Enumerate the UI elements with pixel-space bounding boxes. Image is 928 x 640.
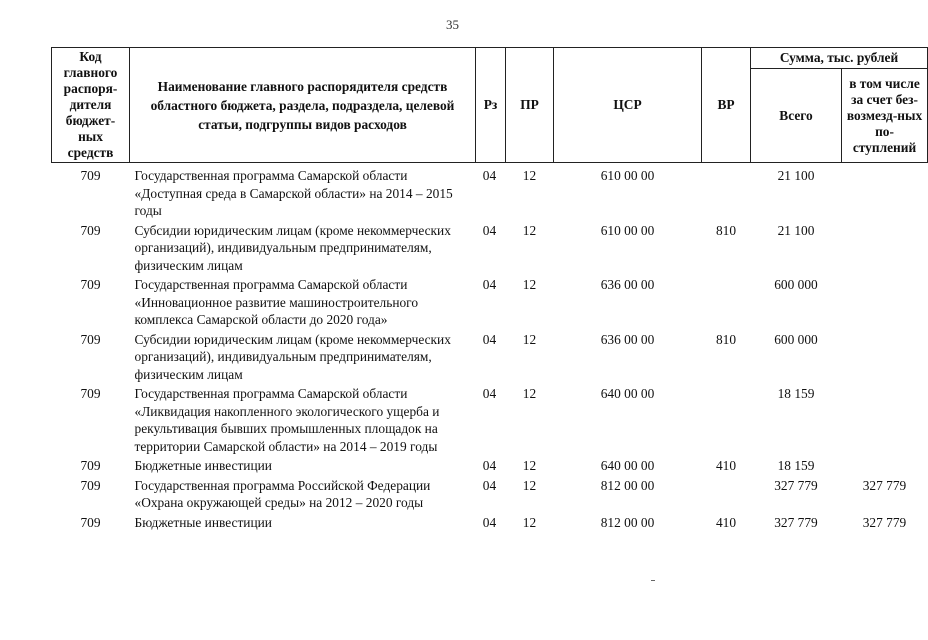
page-number: 35 <box>446 17 459 32</box>
cell-vr <box>702 383 751 455</box>
cell-total: 18 159 <box>777 458 815 473</box>
header-total: Всего <box>751 69 842 163</box>
cell-name: Субсидии юридическим лицам (кроме некоммерческих организаций), индивидуальным предпринимателям, физическим лицам <box>134 222 451 273</box>
cell-code: 709 <box>80 277 101 292</box>
header-name: Наименование главного распорядителя средств областного бюджета, раздела, подраздела, целевой статьи, подгруппы видов расходов <box>130 48 476 163</box>
cell-name: Государственная программа Самарской области «Ликвидация накопленного экологического ущерба и рекультивация бывших промышленных площадок на территории Самарской области» на 2014 – 2019 годы <box>134 386 440 454</box>
cell-rz: 04 <box>482 168 497 183</box>
cell-pr: 12 <box>522 277 537 292</box>
cell-code: 709 <box>80 386 101 401</box>
table-body <box>52 163 928 532</box>
cell-vr: 810 <box>715 331 737 347</box>
cell-total: 327 779 <box>774 477 818 493</box>
cell-name: Субсидии юридическим лицам (кроме некоммерческих организаций), индивидуальным предпринимателям, физическим лицам <box>134 331 451 382</box>
cell-csr: 636 00 00 <box>600 331 655 347</box>
cell-free: 327 779 <box>862 477 907 493</box>
cell-code: 709 <box>80 331 101 347</box>
cell-rz: 04 <box>482 477 497 493</box>
cell-total: 21 100 <box>777 222 815 238</box>
cell-pr: 12 <box>522 168 537 183</box>
cell-free <box>842 163 928 220</box>
cell-csr: 610 00 00 <box>600 222 655 238</box>
header-csr: ЦСР <box>554 48 702 163</box>
cell-csr: 636 00 00 <box>600 277 655 292</box>
cell-csr: 812 00 00 <box>600 514 655 530</box>
scan-mark <box>651 580 655 581</box>
cell-pr: 12 <box>522 477 537 493</box>
cell-vr: 810 <box>715 222 737 238</box>
cell-name: Государственная программа Самарской области «Доступная среда в Самарской области» на 2014 – 2015 годы <box>134 168 453 218</box>
cell-free <box>842 274 928 329</box>
cell-rz: 04 <box>482 222 497 238</box>
cell-csr: 640 00 00 <box>600 386 655 401</box>
table-row <box>52 383 928 455</box>
header-free: в том числе за счет без-возмезд-ных по-ступлений <box>842 69 928 163</box>
budget-table <box>51 47 928 531</box>
cell-vr: 410 <box>715 458 737 473</box>
cell-total: 21 100 <box>777 168 815 183</box>
table-row <box>52 475 928 512</box>
cell-code: 709 <box>80 222 101 238</box>
table-row <box>52 163 928 220</box>
cell-rz: 04 <box>482 331 497 347</box>
table-row <box>52 455 928 475</box>
cell-total: 18 159 <box>777 386 815 401</box>
table-row <box>52 512 928 532</box>
cell-total: 327 779 <box>774 514 818 530</box>
cell-code: 709 <box>80 168 101 183</box>
cell-free <box>842 455 928 475</box>
cell-rz: 04 <box>482 514 497 530</box>
cell-vr <box>702 163 751 220</box>
cell-free: 327 779 <box>862 514 907 530</box>
cell-name: Государственная программа Самарской области «Инновационное развитие машиностроительного комплекса Самарской области до 2020 года» <box>134 277 419 327</box>
cell-pr: 12 <box>522 331 537 347</box>
cell-free <box>842 383 928 455</box>
table-row <box>52 329 928 384</box>
header-vr: ВР <box>702 48 751 163</box>
cell-total: 600 000 <box>774 277 818 292</box>
table-row <box>52 274 928 329</box>
cell-code: 709 <box>80 477 101 493</box>
cell-pr: 12 <box>522 514 537 530</box>
cell-rz: 04 <box>482 458 497 473</box>
table-header <box>52 48 928 163</box>
cell-name: Бюджетные инвестиции <box>134 514 272 530</box>
cell-name: Государственная программа Российской Федерации «Охрана окружающей среды» на 2012 – 2020 годы <box>134 477 431 510</box>
cell-vr <box>702 274 751 329</box>
cell-pr: 12 <box>522 222 537 238</box>
cell-code: 709 <box>80 458 101 473</box>
cell-vr: 410 <box>715 514 737 530</box>
table-row <box>52 220 928 275</box>
cell-total: 600 000 <box>774 331 818 347</box>
cell-name: Бюджетные инвестиции <box>134 458 272 473</box>
cell-rz: 04 <box>482 386 497 401</box>
cell-vr <box>702 475 751 512</box>
cell-pr: 12 <box>522 458 537 473</box>
cell-csr: 812 00 00 <box>600 477 655 493</box>
cell-csr: 640 00 00 <box>600 458 655 473</box>
cell-code: 709 <box>80 514 101 530</box>
cell-rz: 04 <box>482 277 497 292</box>
header-pr: ПР <box>506 48 554 163</box>
cell-free <box>842 329 928 384</box>
cell-pr: 12 <box>522 386 537 401</box>
cell-free <box>842 220 928 275</box>
cell-csr: 610 00 00 <box>600 168 655 183</box>
header-rz: Рз <box>476 48 506 163</box>
header-code: Код главного распоря-дителя бюджет-ных средств <box>52 48 130 163</box>
header-sum-group: Сумма, тыс. рублей <box>751 48 928 69</box>
